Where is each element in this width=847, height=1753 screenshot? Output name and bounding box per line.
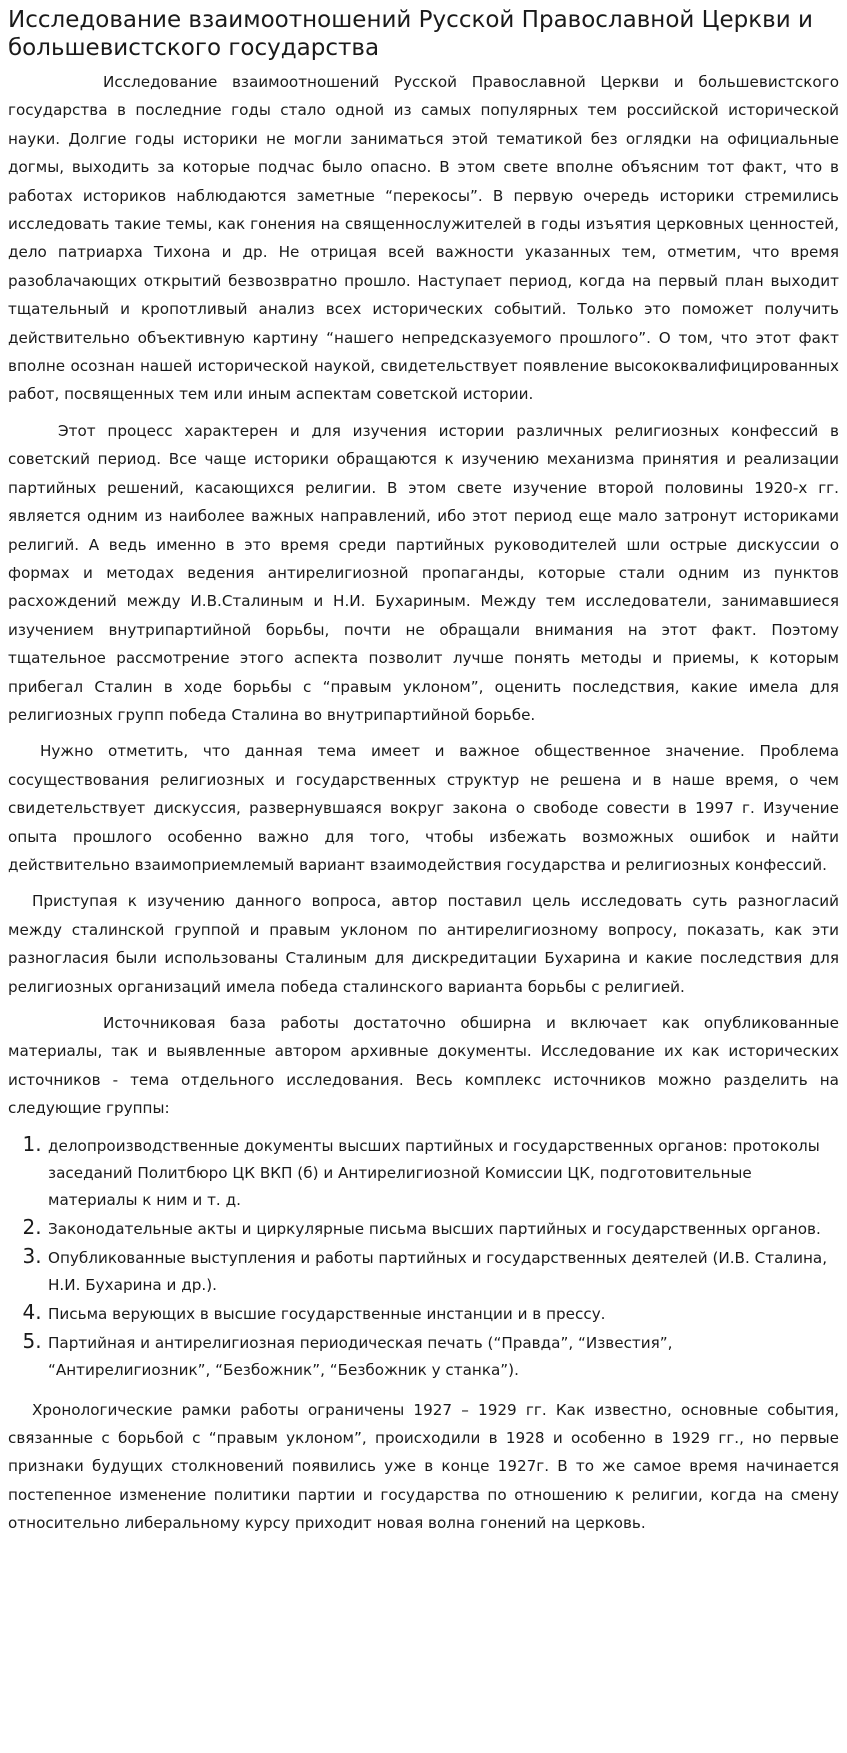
list-item: 4. Письма верующих в высшие государственные инстанции и в прессу. — [48, 1299, 839, 1328]
list-item: 2. Законодательные акты и циркулярные письма высших партийных и государственных органов. — [48, 1214, 839, 1243]
paragraph-sources: Источниковая база работы достаточно обширна и включает как опубликованные материалы, так и выявленные автором архивные документы. Исследование их как исторических источников - тема отдельного исследования. Весь комплекс источников можно разделить на следующие группы: — [8, 1014, 839, 1118]
page-title: Исследование взаимоотношений Русской Православной Церкви и большевистского государства — [8, 7, 813, 61]
source-groups-list — [8, 1131, 839, 1384]
paragraph-goal: Приступая к изучению данного вопроса, автор поставил цель исследовать суть разногласий между сталинской группой и правым уклоном по антирелигиозному вопросу, показать, как эти разногласия были использованы Сталиным для дискредитации Бухарина и какие последствия для религиозных организаций имела победа сталинского варианта борьбы с религией. — [8, 892, 839, 996]
paragraph-intro: Исследование взаимоотношений Русской Православной Церкви и большевистского государства в последние годы стало одной из самых популярных тем российской исторической науки. Долгие годы историки не могли заниматься этой тематикой без оглядки на официальные догмы, выходить за которые подчас было опасно. В этом свете вполне объясним тот факт, что в работах историков наблюдаются заметные “перекосы”. В первую очередь историки стремились исследовать такие темы, как гонения на священнослужителей в годы изъятия церковных ценностей, дело патриарха Тихона и др. Не отрицая всей важности указанных тем, отметим, что время разоблачающих открытий безвозвратно прошло. Наступает период, когда на первый план выходит тщательный и кропотливый анализ всех исторических событий. Только это поможет получить действительно объективную картину “нашего непредсказуемого прошлого”. О том, что этот факт вполне осознан нашей исторической наукой, свидетельствует появление высококвалифицированных работ, посвященных тем или иным аспектам советской истории. — [8, 73, 839, 404]
list-item: 5. Партийная и антирелигиозная периодическая печать (“Правда”, “Известия”, “Антирелигиозник”, “Безбожник”, “Безбожник у станка”). — [48, 1328, 839, 1384]
list-item: 1. делопроизводственные документы высших партийных и государственных органов: протоколы заседаний Политбюро ЦК ВКП (б) и Антирелигиозной Комиссии ЦК, подготовительные материалы к ним и т. д. — [48, 1131, 839, 1214]
list-item: 3. Опубликованные выступления и работы партийных и государственных деятелей (И.В. Сталина, Н.И. Бухарина и др.). — [48, 1243, 839, 1299]
paragraph-process: Этот процесс характерен и для изучения истории различных религиозных конфессий в советский период. Все чаще историки обращаются к изучению механизма принятия и реализации партийных решений, касающихся религии. В этом свете изучение второй половины 1920-х гг. является одним из наиболее важных направлений, ибо этот период еще мало затронут историками религий. А ведь именно в это время среди партийных руководителей шли острые дискуссии о формах и методах ведения антирелигиозной пропаганды, которые стали одним из пунктов расхождений между И.В.Сталиным и Н.И. Бухариным. Между тем исследователи, занимавшиеся изучением внутрипартийной борьбы, почти не обращали внимания на этот факт. Поэтому тщательное рассмотрение этого аспекта позволит лучше понять методы и приемы, к которым прибегал Сталин в ходе борьбы с “правым уклоном”, оценить последствия, какие имела для религиозных групп победа Сталина во внутрипартийной борьбе. — [8, 421, 839, 724]
paragraph-chronology: Хронологические рамки работы ограничены 1927 – 1929 гг. Как известно, основные события, связанные с борьбой с “правым уклоном”, происходили в 1928 и особенно в 1929 гг., но первые признаки будущих столкновений появились уже в конце 1927г. В то же самое время начинается постепенное изменение политики партии и государства по отношению к религии, когда на смену относительно либеральному курсу приходит новая волна гонений на церковь. — [8, 1400, 839, 1533]
paragraph-significance: Нужно отметить, что данная тема имеет и важное общественное значение. Проблема сосуществования религиозных и государственных структур не решена и в наше время, о чем свидетельствует дискуссия, развернувшаяся вокруг закона о свободе совести в 1997 г. Изучение опыта прошлого особенно важно для того, чтобы избежать возможных ошибок и найти действительно взаимоприемлемый вариант взаимодействия государства и религиозных конфессий. — [8, 742, 839, 874]
